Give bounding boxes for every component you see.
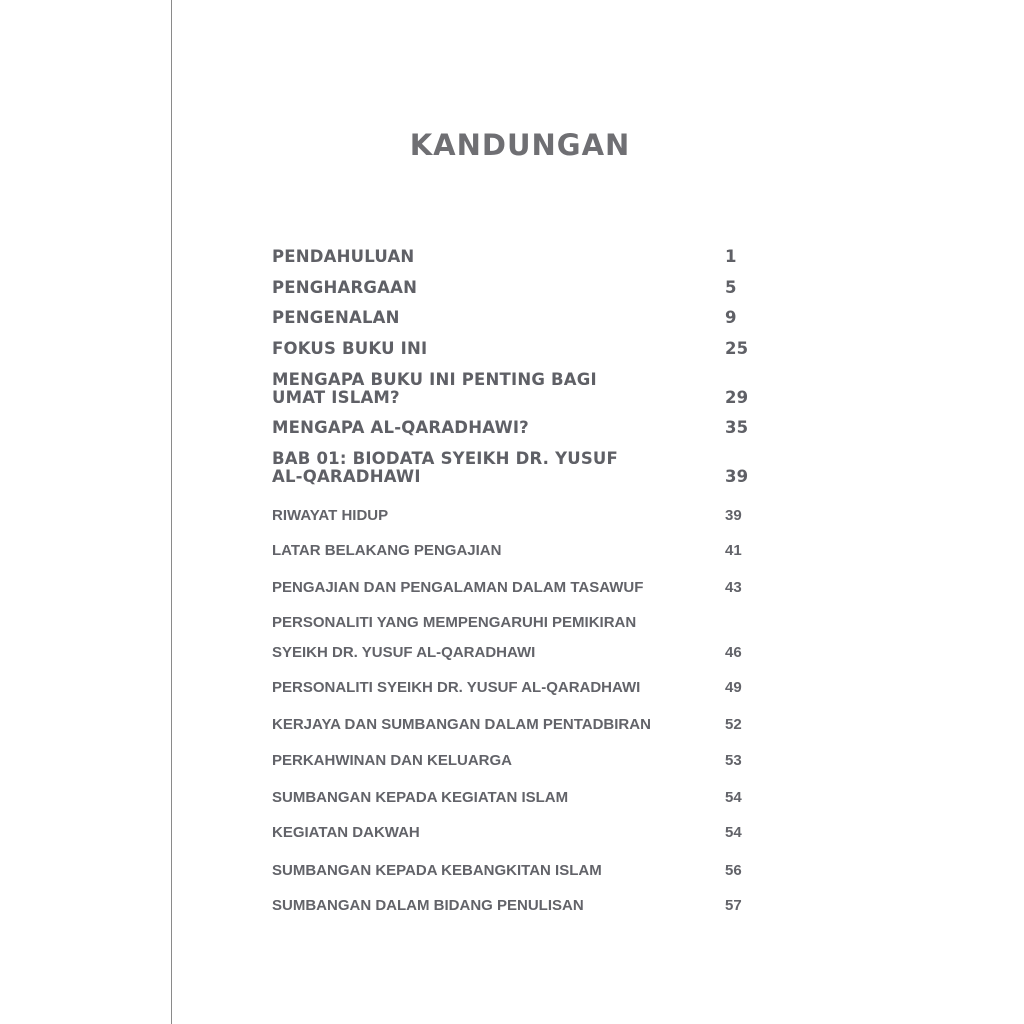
- toc-entry-label-line2: SYEIKH DR. YUSUF AL-QARADHAWI: [272, 644, 536, 661]
- toc-entry-label: RIWAYAT HIDUP: [272, 507, 389, 524]
- toc-entry-label: PENGENALAN: [272, 308, 400, 327]
- toc-page-number: 25: [725, 339, 749, 358]
- toc-entry-label: PERSONALITI SYEIKH DR. YUSUF AL-QARADHAWI: [272, 679, 641, 696]
- toc-entry-label-line1: BAB 01: BIODATA SYEIKH DR. YUSUF: [272, 449, 618, 468]
- toc-page-number: 35: [725, 418, 749, 437]
- toc-page-number: 9: [725, 308, 737, 327]
- toc-page-number: 56: [725, 862, 742, 879]
- page-title: KANDUNGAN: [409, 128, 631, 162]
- toc-entry-label: SUMBANGAN KEPADA KEGIATAN ISLAM: [272, 789, 569, 806]
- toc-entry-label: [272, 450, 712, 486]
- toc-entry-label: [272, 371, 712, 407]
- toc-entry-label-line1: PERSONALITI YANG MEMPENGARUHI PEMIKIRAN: [272, 614, 637, 631]
- toc-entry-label: PENGHARGAAN: [272, 278, 418, 297]
- toc-page-number: 53: [725, 752, 742, 769]
- toc-entry-label: SUMBANGAN DALAM BIDANG PENULISAN: [272, 897, 584, 914]
- toc-entry-label: SUMBANGAN KEPADA KEBANGKITAN ISLAM: [272, 862, 602, 879]
- toc-entry-label: PERKAHWINAN DAN KELUARGA: [272, 752, 512, 769]
- toc-page-number: 52: [725, 716, 742, 733]
- toc-entry-label: PENDAHULUAN: [272, 247, 415, 266]
- toc-entry-label: LATAR BELAKANG PENGAJIAN: [272, 542, 502, 559]
- toc-entry-label: MENGAPA AL-QARADHAWI?: [272, 418, 529, 437]
- toc-page-number: 43: [725, 579, 742, 596]
- toc-page-number: 54: [725, 789, 742, 806]
- toc-page-number: 29: [725, 388, 749, 407]
- toc-entry-label: [272, 608, 712, 668]
- toc-page-number: 39: [725, 467, 749, 486]
- toc-entry-label-line2: UMAT ISLAM?: [272, 388, 400, 407]
- toc-page-number: 39: [725, 507, 742, 524]
- toc-page-number: 41: [725, 542, 742, 559]
- toc-entry-label-line1: MENGAPA BUKU INI PENTING BAGI: [272, 370, 597, 389]
- toc-page-number: 1: [725, 247, 737, 266]
- toc-entry-label: KEGIATAN DAKWAH: [272, 824, 420, 841]
- toc-entry-label-line2: AL-QARADHAWI: [272, 467, 421, 486]
- toc-page-number: 46: [725, 644, 742, 661]
- toc-entry-label: FOKUS BUKU INI: [272, 339, 428, 358]
- toc-page-number: 57: [725, 897, 742, 914]
- toc-entry-label: KERJAYA DAN SUMBANGAN DALAM PENTADBIRAN: [272, 716, 651, 733]
- toc-entry-label: PENGAJIAN DAN PENGALAMAN DALAM TASAWUF: [272, 579, 644, 596]
- toc-page-number: 49: [725, 679, 742, 696]
- toc-page-number: 5: [725, 278, 737, 297]
- toc-page-number: 54: [725, 824, 742, 841]
